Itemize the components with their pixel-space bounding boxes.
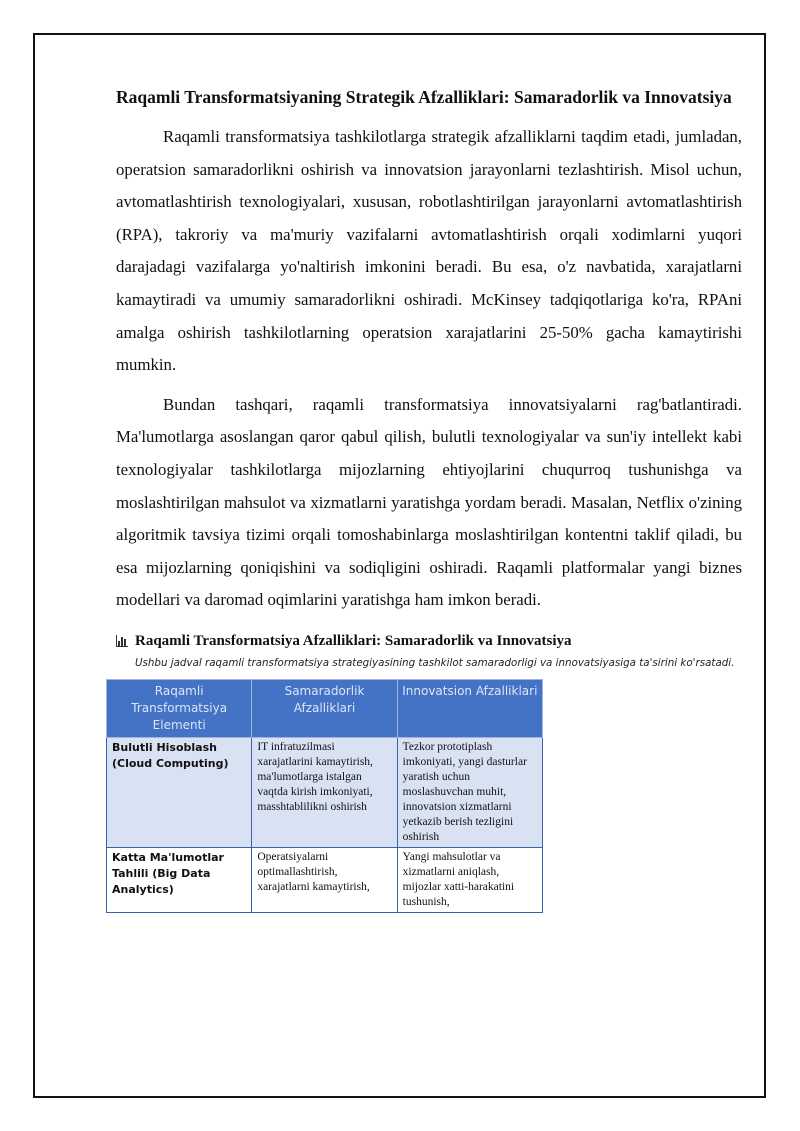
paragraph-1: Raqamli transformatsiya tashkilotlarga strategik afzalliklarni taqdim etadi, jumladan, operatsion samaradorlikni oshirish va innovatsion jarayonlarni tezlashtirish. Misol uchun, avtomatlashtirish texnologiyalari, xususan, robotlashtirilgan jarayonlarni avtomatlashtirish (RPA), takroriy va ma'muriy vazifalarni avtomatlashtirish orqali xodimlarni yuqori darajadagi vazifalarga yo'naltirish imkonini beradi. Bu esa, o'z navbatida, xarajatlarni kamaytiradi va umumiy samaradorlikni oshiradi. McKinsey tadqiqotlariga ko'ra, RPAni amalga oshirish tashkilotlarning operatsion xarajatlarini 25-50% gacha kamaytirishi mumkin.: [116, 127, 742, 375]
table-caption: Ushbu jadval raqamli transformatsiya strategiyasining tashkilot samaradorligi va innovatsiyasiga ta'sirini ko'rsatadi.: [135, 656, 735, 669]
table-cell-efficiency: Operatsiyalarni optimallashtirish, xarajatlarni kamaytirish,: [252, 847, 397, 912]
table-row: [107, 737, 543, 847]
table-heading: [116, 631, 742, 651]
paragraph-2: Bundan tashqari, raqamli transformatsiya innovatsiyalarni rag'batlantiradi. Ma'lumotlarga asoslangan qaror qabul qilish, bulutli texnologiyalar va sun'iy intellekt kabi texnologiyalar tashkilotlarga mijozlarning ehtiyojlarini chuqurroq tushunishga va moslashtirilgan mahsulot va xizmatlarni yaratishga yordam beradi. Masalan, Netflix o'zining algoritmik tavsiya tizimi orqali tomoshabinlarga moslashtirilgan kontentni taklif qiladi, bu esa mijozlarning qoniqishini va sodiqligini oshiradi. Raqamli platformalar yangi biznes modellari va daromad oqimlarini yaratishga ham imkon beradi.: [116, 394, 742, 610]
column-header-efficiency: Samaradorlik Afzalliklari: [252, 679, 397, 737]
section-title: Raqamli Transformatsiyaning Strategik Afzalliklari: Samaradorlik va Innovatsiya: [116, 87, 732, 107]
table-cell-element: Katta Ma'lumotlar Tahlili (Big Data Analytics): [107, 847, 252, 912]
bar-chart-icon: [116, 635, 128, 647]
table-heading-text: Raqamli Transformatsiya Afzalliklari: Samaradorlik va Innovatsiya: [135, 632, 572, 649]
table-row: [107, 847, 543, 912]
benefits-table: [106, 679, 543, 913]
column-header-innovation: Innovatsion Afzalliklari: [397, 679, 542, 737]
table-cell-efficiency: IT infratuzilmasi xarajatlarini kamaytirish, ma'lumotlarga istalgan vaqtda kirish imkoniyati, masshtablilikni oshirish: [252, 737, 397, 847]
table-header-row: [107, 679, 543, 737]
table-cell-innovation: Tezkor prototiplash imkoniyati, yangi dasturlar yaratish uchun moslashuvchan muhit, innovatsion xizmatlarni yetkazib berish tezligini oshirish: [397, 737, 542, 847]
table-cell-innovation: Yangi mahsulotlar va xizmatlarni aniqlash, mijozlar xatti-harakatini tushunish,: [397, 847, 542, 912]
column-header-element: Raqamli Transformatsiya Elementi: [107, 679, 252, 737]
document-body: [112, 86, 742, 913]
table-cell-element: Bulutli Hisoblash (Cloud Computing): [107, 737, 252, 847]
